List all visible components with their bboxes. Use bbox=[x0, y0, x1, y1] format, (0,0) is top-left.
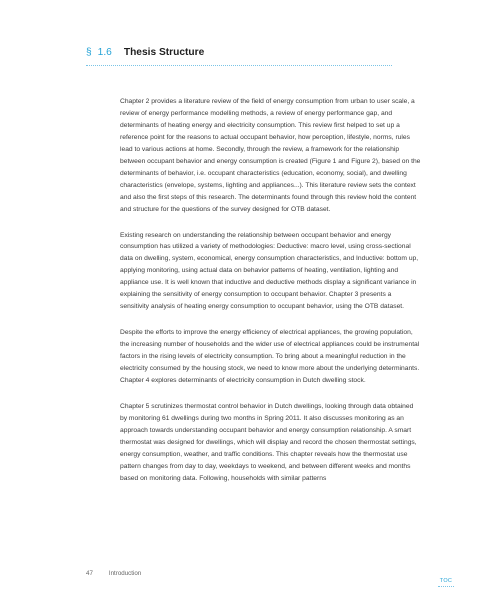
section-header bbox=[86, 46, 392, 66]
page-footer bbox=[86, 570, 141, 577]
section-number: 1.6 bbox=[97, 47, 112, 58]
paragraph-2: Existing research on understanding the relationship between occupant behavior and energy consumption has utilized a variety of methodologies: Deductive: macro level, using cross-sectional data on dwelling, system, economical, energy consumption characteristics, and Inductive: bottom up, applying monitoring, using actual data on behavior patterns of heating, ventilation, lighting and appliance use. It is well known that inductive and deductive methods display a significant variance in explaining the sensitivity of energy consumption to occupant behavior. Chapter 3 presents a sensitivity analysis of heating energy consumption to occupant behavior, using the OTB dataset. bbox=[120, 231, 419, 311]
chapter-name: Introduction bbox=[108, 570, 142, 577]
section-divider bbox=[86, 65, 392, 66]
body-text bbox=[120, 96, 422, 499]
paragraph-1: Chapter 2 provides a literature review of the field of energy consumption from urban to user scale, a review of energy performance modelling methods, a review of energy performance gap, and determinants of heating energy and electricity consumption. This review first helped to set up a reference point for the reasons to actual occupant behavior, how perception, lifestyle, norms, rules lead to various actions at home. Secondly, through the review, a framework for the relationship between occupant behavior and energy consumption is created (Figure 1 and Figure 2), based on the determinants of behavior, i.e. occupant characteristics (education, economy, social), and dwelling characteristics (envelope, systems, lighting and appliances...). This literature review sets the context and also the first steps of this research. The determinants found through this review hold the content and structure for the questions of the survey designed for OTB dataset. bbox=[120, 98, 421, 213]
page-number: 47 bbox=[86, 570, 93, 577]
toc-link[interactable] bbox=[438, 578, 454, 587]
paragraph-4: Chapter 5 scrutinizes thermostat control behavior in Dutch dwellings, looking through data obtained by monitoring 61 dwellings during two months in Spring 2011. It also discusses monitoring as an approach towards understanding occupant behavior and energy consumption relationship. A smart thermostat was designed for dwellings, which will display and record the chosen thermostat settings, energy consumption, weather, and traffic conditions. This chapter reveals how the thermostat use pattern changes from day to day, weekdays to weekend, and between different weeks and months based on monitoring data. Following, households with similar patterns bbox=[120, 402, 417, 482]
section-title: Thesis Structure bbox=[123, 47, 205, 58]
toc-label[interactable]: TOC bbox=[439, 578, 453, 584]
section-symbol: § bbox=[86, 47, 92, 58]
section-heading bbox=[86, 46, 392, 60]
toc-underline bbox=[438, 586, 454, 587]
paragraph-3: Despite the efforts to improve the energy efficiency of electrical appliances, the growing population, the increasing number of households and the wider use of electrical appliances could be instrumental factors in the rising levels of electricity consumption. To bring about a meaningful reduction in the electricity consumed by the housing stock, we need to know more about the underlying determinants. Chapter 4 explores determinants of electricity consumption in Dutch dwelling stock. bbox=[120, 329, 420, 385]
